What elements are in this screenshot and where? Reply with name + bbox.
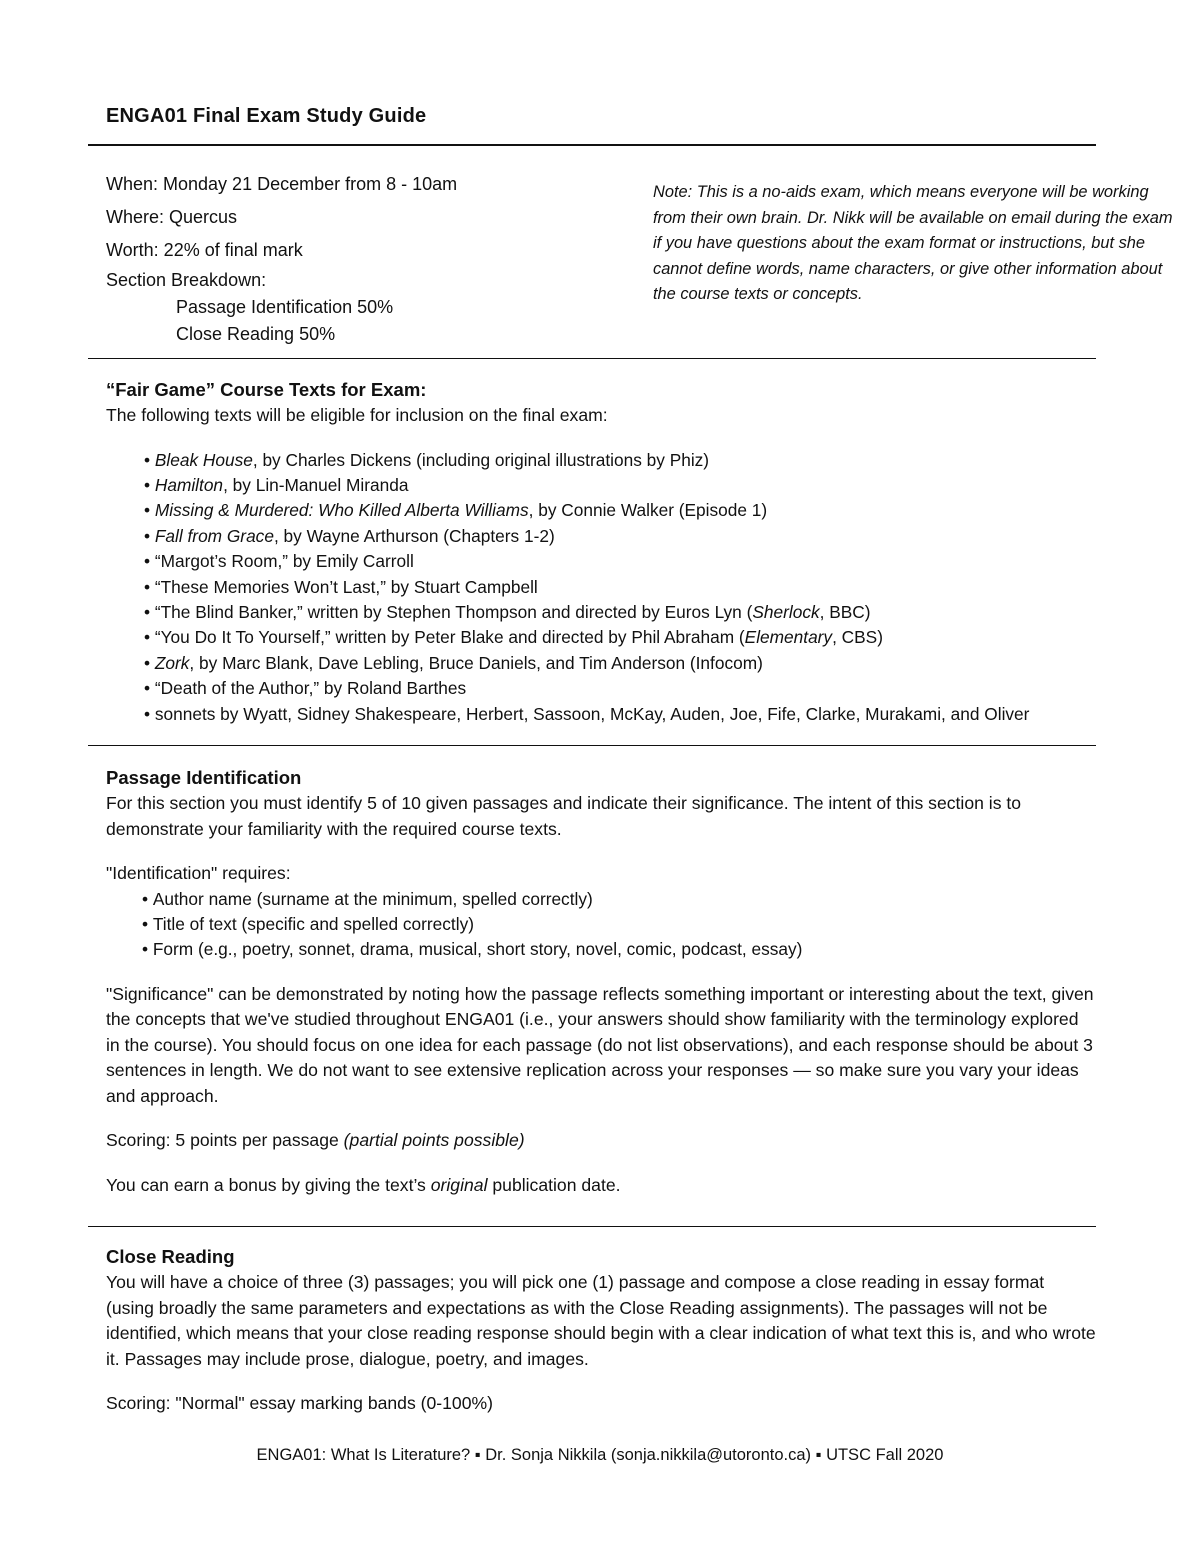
requirements-list bbox=[106, 887, 1096, 963]
section-divider bbox=[88, 358, 1096, 359]
list-item: • Author name (surname at the minimum, spelled correctly) bbox=[142, 887, 1096, 912]
passage-id-intro: For this section you must identify 5 of 10 given passages and indicate their significance. The intent of this section is to demonstrate your familiarity with the required course texts. bbox=[106, 793, 1022, 839]
fair-game-intro: The following texts will be eligible for inclusion on the final exam: bbox=[106, 405, 608, 425]
list-item: • Zork, by Marc Blank, Dave Lebling, Bruce Daniels, and Tim Anderson (Infocom) bbox=[144, 651, 1106, 676]
identification-requires-label: "Identification" requires: bbox=[106, 863, 291, 883]
passage-id-heading: Passage Identification bbox=[106, 767, 302, 788]
exam-where: Where: Quercus bbox=[106, 207, 238, 227]
exam-when: When: Monday 21 December from 8 - 10am bbox=[106, 174, 458, 194]
exam-worth: Worth: 22% of final mark bbox=[106, 240, 303, 260]
list-item: • Bleak House, by Charles Dickens (including original illustrations by Phiz) bbox=[144, 448, 1106, 473]
list-item: • Hamilton, by Lin-Manuel Miranda bbox=[144, 473, 1106, 498]
list-item: • sonnets by Wyatt, Sidney Shakespeare, Herbert, Sassoon, McKay, Auden, Joe, Fife, Clarke, Murakami, and Oliver bbox=[144, 702, 1106, 727]
list-item: • “Margot’s Room,” by Emily Carroll bbox=[144, 549, 1106, 574]
list-item: • Fall from Grace, by Wayne Arthurson (Chapters 1-2) bbox=[144, 524, 1106, 549]
close-reading-section bbox=[106, 1244, 1096, 1417]
exam-info bbox=[106, 168, 626, 348]
list-item: • “You Do It To Yourself,” written by Peter Blake and directed by Phil Abraham (Elementary, CBS) bbox=[144, 625, 1106, 650]
close-reading-scoring: Scoring: "Normal" essay marking bands (0-100%) bbox=[106, 1393, 494, 1413]
list-item: • Title of text (specific and spelled correctly) bbox=[142, 912, 1096, 937]
significance-paragraph: "Significance" can be demonstrated by noting how the passage reflects something important or interesting about the text, given the concepts that we've studied throughout ENGA01 (i.e., your answers should show familiarity with the terminology explored in the course). You should focus on one idea for each passage (do not list observations), and each response should be about 3 sentences in length. We do not want to see extensive replication across your responses — so make sure you vary your ideas and approach. bbox=[106, 983, 1094, 1106]
bonus-note: You can earn a bonus by giving the text’s original publication date. bbox=[106, 1174, 621, 1195]
list-item: • “These Memories Won’t Last,” by Stuart Campbell bbox=[144, 575, 1106, 600]
breakdown-item: Close Reading 50% bbox=[176, 324, 336, 344]
section-divider bbox=[88, 1226, 1096, 1227]
close-reading-heading: Close Reading bbox=[106, 1246, 235, 1267]
close-reading-text: You will have a choice of three (3) passages; you will pick one (1) passage and compose a close reading in essay format (using broadly the same parameters and expectations as with the Close Reading assignments). The passages will not be identified, which means that your close reading response should begin with a clear indication of what text this is, and who wrote it. Passages may include prose, dialogue, poetry, and images. bbox=[106, 1272, 1096, 1369]
page-title: ENGA01 Final Exam Study Guide bbox=[106, 105, 427, 127]
list-item: • “Death of the Author,” by Roland Barthes bbox=[144, 676, 1106, 701]
fair-game-heading: “Fair Game” Course Texts for Exam: bbox=[106, 379, 427, 400]
section-breakdown-label: Section Breakdown: bbox=[106, 270, 267, 290]
title-divider bbox=[88, 144, 1096, 146]
list-item: • Form (e.g., poetry, sonnet, drama, musical, short story, novel, comic, podcast, essay) bbox=[142, 937, 1096, 962]
course-texts-list bbox=[106, 448, 1106, 727]
list-item: • Missing & Murdered: Who Killed Alberta Williams, by Connie Walker (Episode 1) bbox=[144, 498, 1106, 523]
fair-game-section bbox=[106, 377, 1106, 727]
breakdown-item: Passage Identification 50% bbox=[176, 297, 394, 317]
no-aids-note: Note: This is a no-aids exam, which means everyone will be working from their own brain. Dr. Nikk will be available on email during the exam if you have questions about the exam format or instructions, but she cannot define words, name characters, or give other information about the course texts or concepts. bbox=[653, 183, 1173, 304]
page-footer: ENGA01: What Is Literature? ▪ Dr. Sonja Nikkila (sonja.nikkila@utoronto.ca) ▪ UTSC Fall 2020 bbox=[256, 1446, 944, 1464]
passage-id-section bbox=[106, 765, 1096, 1198]
section-divider bbox=[88, 745, 1096, 746]
passage-scoring: Scoring: 5 points per passage (partial points possible) bbox=[106, 1130, 525, 1151]
list-item: • “The Blind Banker,” written by Stephen Thompson and directed by Euros Lyn (Sherlock, BBC) bbox=[144, 600, 1106, 625]
